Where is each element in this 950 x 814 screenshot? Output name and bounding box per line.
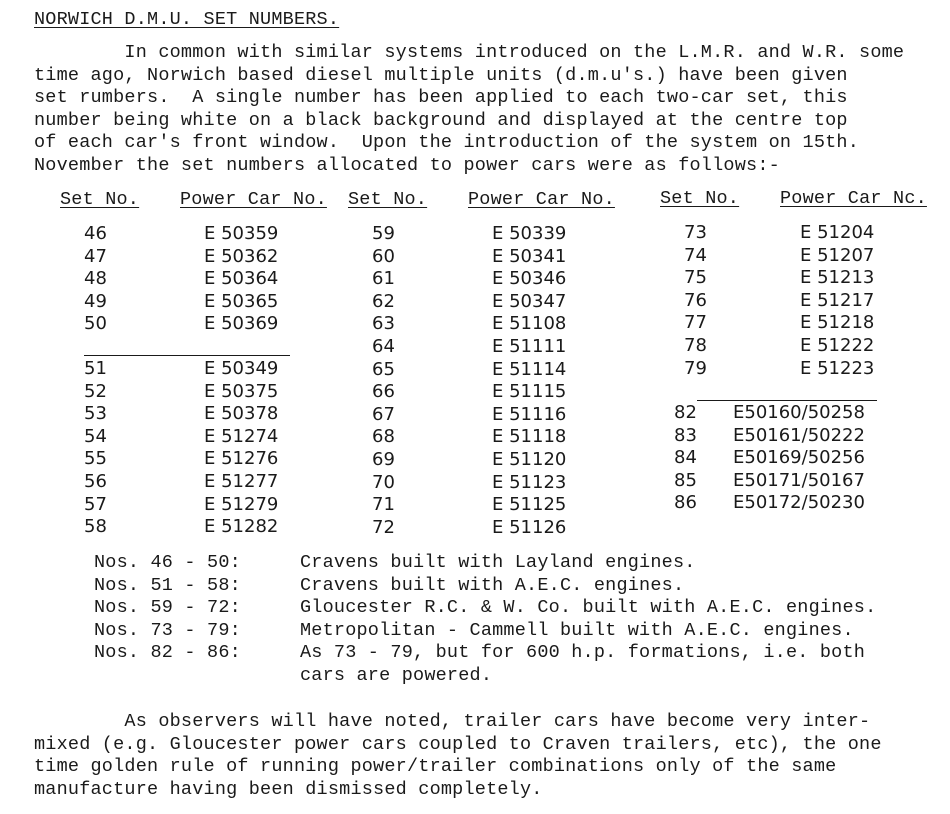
power-car-number: E 51213: [800, 267, 875, 289]
set-number: 49: [84, 290, 107, 312]
set-number: 48: [84, 268, 107, 290]
set-number: 56: [84, 470, 107, 492]
power-car-number: E 51276: [204, 448, 279, 470]
note-text: As 73 - 79, but for 600 h.p. formations, i.e. both: [300, 642, 866, 664]
group1-cars-a: [204, 223, 278, 336]
intro-line: set rumbers. A single number has been applied to each two-car set, this: [34, 87, 848, 108]
header-set-no-2: Set No.: [348, 189, 428, 210]
group3-sets-a: [684, 222, 707, 380]
notes-ranges: [94, 552, 241, 688]
notes-descriptions: [300, 552, 876, 688]
power-car-number: E 51111: [492, 335, 567, 357]
set-number: 84: [674, 447, 697, 469]
note-range: [94, 665, 241, 688]
group2-cars: [492, 223, 566, 539]
set-number: 54: [84, 425, 107, 447]
intro-line: In common with similar systems introduced on the L.M.R. and W.R. some: [34, 42, 905, 63]
intro-line: time ago, Norwich based diesel multiple units (d.m.u's.) have been given: [34, 64, 848, 86]
power-car-number: E 51274: [204, 425, 279, 447]
set-number: 60: [372, 245, 395, 267]
intro-line: November the set numbers allocated to power cars were as follows:-: [34, 154, 780, 176]
power-car-number: E 50347: [492, 290, 567, 312]
set-number: 47: [84, 245, 107, 267]
power-car-number: E 50339: [492, 223, 567, 244]
set-number: 46: [84, 223, 107, 244]
power-car-number: E 51279: [204, 493, 279, 515]
power-car-number: E 51277: [204, 470, 279, 492]
header-power-car-3: Power Car Nc.: [780, 188, 927, 209]
set-number: 50: [84, 313, 107, 335]
set-number: 78: [684, 334, 707, 356]
set-number: 76: [684, 289, 707, 311]
set-number: 79: [684, 357, 707, 379]
note-range: Nos. 51 - 58:: [94, 574, 241, 596]
set-number: 53: [84, 403, 107, 425]
set-number: 72: [372, 516, 395, 538]
header-power-car-2: Power Car No.: [468, 189, 615, 210]
power-car-number: E50172/50230: [733, 492, 865, 514]
set-number: 52: [84, 380, 107, 402]
set-number: 58: [84, 516, 107, 538]
set-number: 59: [372, 223, 395, 244]
set-number: 65: [372, 358, 395, 380]
power-car-number: E50160/50258: [733, 402, 865, 423]
power-car-number: E 50369: [204, 313, 279, 335]
power-car-number: E 50378: [204, 403, 279, 425]
power-car-number: E 51223: [800, 357, 875, 379]
power-car-number: E 51222: [800, 334, 875, 356]
page-title: NORWICH D.M.U. SET NUMBERS.: [34, 9, 340, 30]
note-text: Gloucester R.C. & W. Co. built with A.E.C. engines.: [300, 597, 877, 619]
power-car-number: E 51108: [492, 313, 567, 335]
power-car-number: E 51126: [492, 516, 567, 538]
power-car-number: E 50364: [204, 268, 279, 290]
group1-divider: [84, 355, 290, 356]
closing-line: manufacture having been dismissed completely.: [34, 778, 543, 800]
closing-paragraph: [34, 711, 882, 801]
intro-paragraph: [34, 42, 904, 177]
power-car-number: E 50349: [204, 358, 279, 379]
header-set-no-1: Set No.: [60, 189, 140, 210]
power-car-number: E 51204: [800, 222, 875, 243]
set-number: 69: [372, 448, 395, 470]
power-car-number: E 50346: [492, 268, 567, 290]
set-number: 55: [84, 448, 107, 470]
group1-sets-b: [84, 358, 107, 539]
power-car-number: E 51207: [800, 244, 875, 266]
note-range: Nos. 82 - 86:: [94, 642, 241, 664]
set-number: 83: [674, 424, 697, 446]
note-text: cars are powered.: [300, 664, 493, 686]
set-number: 61: [372, 268, 395, 290]
header-set-no-3: Set No.: [660, 188, 740, 209]
set-number: 75: [684, 267, 707, 289]
power-car-number: E 51125: [492, 494, 567, 516]
power-car-number: E 50359: [204, 223, 279, 244]
header-power-car-1: Power Car No.: [180, 189, 327, 210]
power-car-number: E 50375: [204, 380, 279, 402]
set-number: 71: [372, 494, 395, 516]
power-car-number: E 51282: [204, 516, 279, 538]
power-car-number: E50169/50256: [733, 447, 865, 469]
closing-line: time golden rule of running power/trailer combinations only of the same: [34, 756, 837, 777]
set-number: 66: [372, 381, 395, 403]
group1-sets-a: [84, 223, 107, 336]
set-number: 73: [684, 222, 707, 243]
set-number: 62: [372, 290, 395, 312]
power-car-number: E 51114: [492, 358, 567, 380]
note-range: Nos. 46 - 50:: [94, 552, 241, 573]
power-car-number: E 50365: [204, 290, 279, 312]
power-car-number: E50171/50167: [733, 469, 865, 491]
set-number: 63: [372, 313, 395, 335]
set-number: 77: [684, 312, 707, 334]
set-number: 86: [674, 492, 697, 514]
power-car-number: E 50362: [204, 245, 279, 267]
note-text: Cravens built with A.E.C. engines.: [300, 574, 685, 596]
set-number: 67: [372, 403, 395, 425]
note-text: Cravens built with Layland engines.: [300, 552, 696, 573]
power-car-number: E 51218: [800, 312, 875, 334]
intro-line: of each car's front window. Upon the introduction of the system on 15th.: [34, 132, 860, 153]
power-car-number: E 51120: [492, 448, 567, 470]
set-number: 57: [84, 493, 107, 515]
power-car-number: E 51217: [800, 289, 875, 311]
group2-sets: [372, 223, 395, 539]
note-text: Metropolitan - Cammell built with A.E.C. engines.: [300, 619, 854, 641]
set-number: 82: [674, 402, 697, 423]
group3-cars-b: [733, 402, 865, 515]
group3-cars-a: [800, 222, 874, 380]
power-car-number: E50161/50222: [733, 424, 865, 446]
power-car-number: E 51118: [492, 426, 567, 448]
power-car-number: E 50341: [492, 245, 567, 267]
set-number: 64: [372, 335, 395, 357]
set-number: 70: [372, 471, 395, 493]
group1-cars-b: [204, 358, 278, 539]
group3-divider: [697, 400, 877, 401]
set-number: 85: [674, 469, 697, 491]
power-car-number: E 51115: [492, 381, 567, 403]
note-range: Nos. 59 - 72:: [94, 597, 241, 619]
power-car-number: E 51116: [492, 403, 567, 425]
group3-sets-b: [674, 402, 697, 515]
closing-line: As observers will have noted, trailer cars have become very inter-: [34, 711, 871, 732]
set-number: 74: [684, 244, 707, 266]
closing-line: mixed (e.g. Gloucester power cars coupled to Craven trailers, etc), the one: [34, 733, 882, 755]
set-number: 51: [84, 358, 107, 379]
intro-line: number being white on a black background and displayed at the centre top: [34, 109, 848, 131]
note-range: Nos. 73 - 79:: [94, 619, 241, 641]
power-car-number: E 51123: [492, 471, 567, 493]
set-number: 68: [372, 426, 395, 448]
